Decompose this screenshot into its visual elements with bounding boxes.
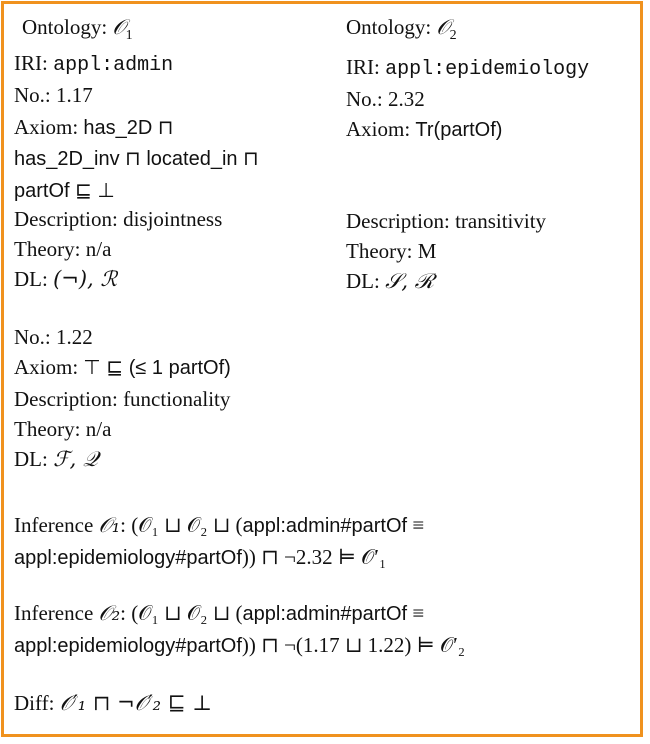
o1-number: No.: 1.17 [14, 83, 93, 107]
o2-number: No.: 2.32 [346, 87, 425, 111]
inference1-line1: Inference 𝒪₁: (𝒪₁ ⊔ 𝒪₂ ⊔ (appl:admin#partOf ≡ [14, 513, 425, 537]
inference1-line2: appl:epidemiology#partOf)) ⊓ ¬2.32 ⊨ 𝒪′₁ [14, 545, 387, 569]
inference2-line2: appl:epidemiology#partOf)) ⊓ ¬(1.17 ⊔ 1.22) ⊨ 𝒪′₂ [14, 633, 466, 657]
o1-heading: Ontology: 𝒪$_1$ [22, 15, 133, 44]
o1b-axiom: Axiom: ⊤ ⊑ (≤ 1 partOf) [14, 355, 231, 379]
o1-axiom-line1: Axiom: has_2D ⊓ [14, 115, 174, 139]
o1b-description: Description: functionality [14, 387, 231, 411]
inference2-line1: Inference 𝒪₂: (𝒪₁ ⊔ 𝒪₂ ⊔ (appl:admin#partOf ≡ [14, 601, 425, 625]
o2-iri: IRI: appl:epidemiology [346, 55, 590, 81]
o1-iri: IRI: appl:admin [14, 51, 174, 77]
o2-dl: DL: 𝒮, ℛ [346, 269, 435, 293]
ontology-comparison-panel [1, 1, 643, 737]
o1b-theory: Theory: n/a [14, 417, 112, 441]
diff-line: Diff: 𝒪′₁ ⊓ ¬𝒪′₂ ⊑ ⊥ [14, 691, 212, 715]
o1-dl: DL: (¬), ℛ [14, 267, 118, 291]
o1b-number: No.: 1.22 [14, 325, 93, 349]
o1-theory: Theory: n/a [14, 237, 112, 261]
o2-description: Description: transitivity [346, 209, 547, 233]
o2-heading: Ontology: 𝒪$_2$ [346, 15, 457, 44]
o1-axiom-line3: partOf ⊑ ⊥ [14, 180, 115, 202]
o2-theory: Theory: M [346, 239, 437, 263]
o2-axiom: Axiom: Tr(partOf) [346, 117, 503, 141]
o1-axiom-line2: has_2D_inv ⊓ located_in ⊓ [14, 148, 259, 170]
o1b-dl: DL: ℱ, 𝒬 [14, 447, 99, 471]
o1-description: Description: disjointness [14, 207, 223, 231]
